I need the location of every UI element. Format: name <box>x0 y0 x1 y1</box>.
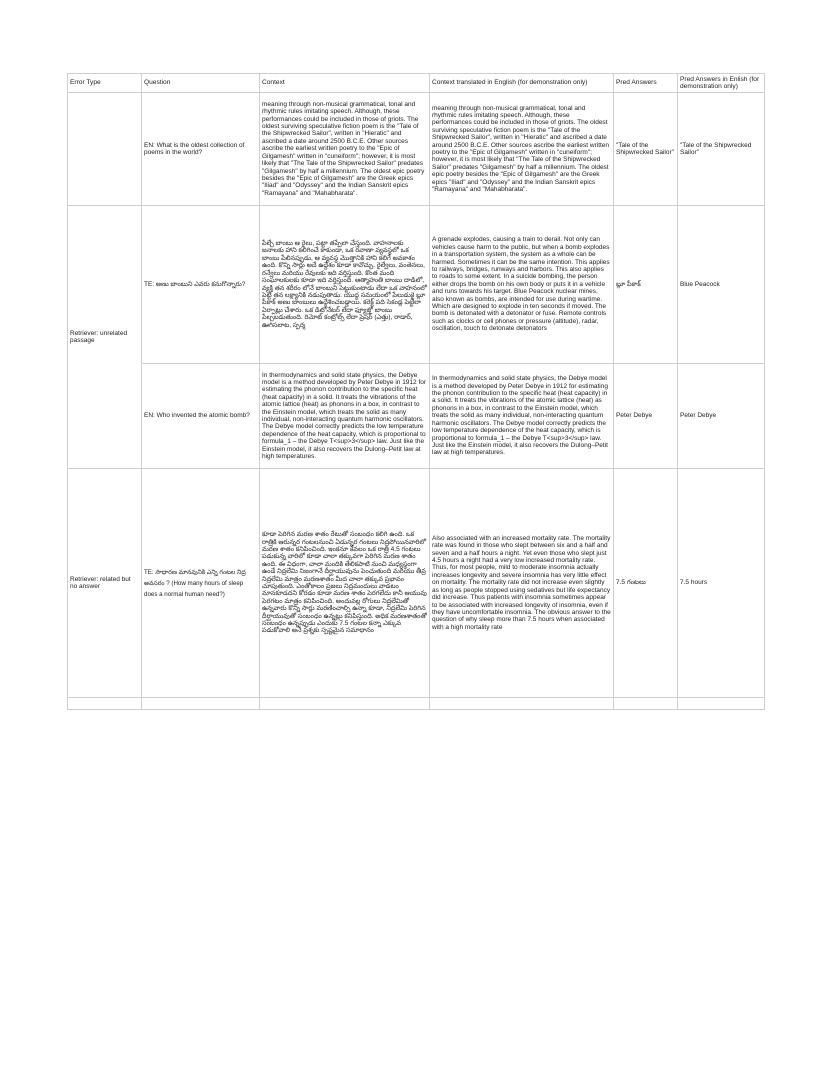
pred-en-cell: "Tale of the Shipwrecked Sailor" <box>678 93 765 206</box>
header-pred-en: Pred Answers in Enlish (for demonstration only) <box>678 74 765 93</box>
pred-cell: "Tale of the Shipwrecked Sailor" <box>614 93 678 206</box>
header-pred: Pred Answers <box>614 74 678 93</box>
context-cell: meaning through non-musical grammatical, tonal and rhythmic rules imitating speech. Although, these performances could be included in those of griots. The oldest surviving speculative fiction poem is the "Tale of the Shipwrecked Sailor", written in "Hieratic" and ascribed a date around 2500 B.C.E. Other sources ascribe the earliest written poetry to the "Epic of Gilgamesh" written in "cuneiform"; however, it is most likely that "The Tale of the Shipwrecked Sailor" predates "Gilgamesh" by half a millennium. The oldest epic poetry besides the "Epic of Gilgamesh" are the Greek epics "Iliad" and "Odyssey" and the Indian Sanskrit epics "Ramayana" and "Mahabharata". <box>260 93 430 206</box>
empty-cell <box>614 698 678 710</box>
question-cell: TE: సాధారణ మానవునికి ఎన్ని గంటల నిద్ర అవసరం ? (How many hours of sleep does a normal human need?) <box>142 469 260 698</box>
empty-cell <box>142 698 260 710</box>
context-en-cell: A grenade explodes, causing a train to derail. Not only can vehicles cause harm to the public, but when a bomb explodes in a transportation system, the system as a whole can be harmed. Sometimes it can be the same intention. This applies to railways, bridges, runways and harbors. This also applies to roads to some extent. In a suicide bombing, the person either drops the bomb on his own body or puts it in a vehicle and runs towards his target. Blue Peacock nuclear mines, also known as bombs, are intended for use during wartime. Which are designed to explode in ten seconds if moved. The bomb is detonated with a detonator or fuse. Remote controls such as clocks or cell phones or pressure (altitude), radar, oscillation, touch to detonate detonators <box>430 206 614 364</box>
table-row <box>68 206 765 364</box>
pred-cell: Peter Debye <box>614 364 678 469</box>
empty-cell <box>678 698 765 710</box>
table-row <box>68 469 765 698</box>
context-en-cell: In thermodynamics and solid state physics, the Debye model is a method developed by Peter Debye in 1912 for estimating the phonon contribution to the specific heat (heat capacity) in a solid. It treats the vibrations of the atomic lattice (heat) as phonons in a box, in contrast to the Einstein model, which treats the solid as many individual, non-interacting quantum harmonic oscillators. The Debye model correctly predicts the low temperature dependence of the heat capacity, which is proportional to formula_1 – the Debye T<sup>3</sup> law. Just like the Einstein model, it also recovers the Dulong–Petit law at high temperatures. <box>430 364 614 469</box>
context-cell: పేల్చే బాంబు ఆ రైలు, పట్టా తప్పేలా చేస్తుంది. వాహనాలకు జనాలకు హాని కలిగించే కాకుండా, ఒక రవాణా వ్యవస్థలో ఒక బాంబు పేలినప్పుడు, ఆ వ్యవస్థ మొత్తానికి హాని కలిగే అవకాశం ఉంది. కొన్ని సార్లు అదే ఉద్దేశం కూడా కావొచ్చు. రైల్వేలు, వంతెనలు, రన్వేలు మరియు రేవులకు ఇది వర్తిస్తుంది. కొంత మంది సంఘాలకులకు కూడా ఇది వర్తిస్తుంది. ఆత్మాహుతి బాంబు దాడిలో, వ్యక్తి తన శరీరం లోనే బాంబుని పెట్టుకుంటాడు లేదా ఒక వాహనంలో పెట్టి తన లక్ష్యానికి నడుపుతాడు. యుద్ధ సమయంలో పేలుడుకై బ్లూ పీకాక్ అణు బాంబులు ఉద్దేశించబడ్డాయి. కరెక్ట్ పది సెకండ్ల పెట్టేలా ఏర్పాట్లు చేశారు. ఒక డిటోనేటర్ లేదా ఫ్యూజ్తో బాంబు పేల్చబడుతుంది. రిమోట్ కంట్రోల్స్ లేదా ప్రెషర్ (ఎత్తు), రాడార్, ఊగిసలాట, స్పర్శ <box>260 206 430 364</box>
table-row <box>68 364 765 469</box>
context-en-cell: Also associated with an increased mortality rate. The mortality rate was found in those who slept between six and a half and seven and a half hours a night. Yet even those who slept just 4.5 hours a night had a very low increased mortality rate. Thus, for most people, mild to moderate insomnia actually increases longevity and severe insomnia has very little effect on mortality. The mortality rate did not increase even slightly as long as people stopped using sedatives but life expectancy did increase. Thus patients with insomnia sometimes appear to be associated with increased longevity of insomnia, even if they have uncomfortable insomnia. The obvious answer to the question of why sleep more than 7.5 hours when associated with a high mortality rate <box>430 469 614 698</box>
header-context-en: Context translated in English (for demonstration only) <box>430 74 614 93</box>
header-question: Question <box>142 74 260 93</box>
table-header-row <box>68 74 765 93</box>
pred-en-cell: Peter Debye <box>678 364 765 469</box>
empty-cell <box>430 698 614 710</box>
table-row <box>68 93 765 206</box>
question-cell: TE: అణు బాంబుని ఎవరు కనుగొన్నారు? <box>142 206 260 364</box>
question-cell: EN: Who invented the atomic bomb? <box>142 364 260 469</box>
error-type-cell: Retriever: related but no answer <box>68 469 142 698</box>
header-context: Context <box>260 74 430 93</box>
context-cell: In thermodynamics and solid state physics, the Debye model is a method developed by Peter Debye in 1912 for estimating the phonon contribution to the specific heat (heat capacity) in a solid. It treats the vibrations of the atomic lattice (heat) as phonons in a box, in contrast to the Einstein model, which treats the solid as many individual, non-interacting quantum harmonic oscillators. The Debye model correctly predicts the low temperature dependence of the heat capacity, which is proportional to formula_1 – the Debye T<sup>3</sup> law. Just like the Einstein model, it also recovers the Dulong–Petit law at high temperatures. <box>260 364 430 469</box>
pred-cell: బ్లూ పీకాక్ <box>614 206 678 364</box>
context-cell: కూడా పెరిగిన మరణ శాతం రేటుతో సంబంధం కలిగి ఉంది. ఒక రాత్రికి ఆరున్నర గంటలనుంచి ఏడున్నర గంటలు నిద్రపోయినవారిలో మరణ శాతం కనిపించింది. ఇంకనూ కేవలం ఒక రాత్రి 4.5 గంటలు పడుకున్న వారిలో కూడా చాలా తక్కువగా పెరిగిన మరణ శాతం ఉంది. ఈ విధంగా, చాలా మందికి తేలికపాటి నుంచి మధ్యస్థంగా ఉండే నిద్రలేమి నిజంగానే దీర్ఘాయువును పెంచుతుంది మరియు తీవ్ర నిద్రలేమి మాత్రం మరణశాతం మీద చాలా తక్కువ ప్రభావం చూపుతుంది. ఎంతోకాలం ప్రజలు నిద్రమందులు వాడటం మానకూడదని కోరడం కూడా మరణ శాతం పెరగలేదు కానీ ఆయువు పెరగటం మాత్రం కనిపించింది. అందువల్ల రోగులు నిద్రలేమితో ఉన్నవారు కొన్ని సార్లు మరణించాల్సి ఉన్నా కూడా, నిద్రలేమి పెరిగిన దీర్ఘాయువుతో సంబంధం ఉన్నట్లు కనిపిస్తుంది. అధిక మరణశాతంతో సంబంధం ఉన్నప్పుడు ఎందుకు 7.5 గంటల కన్నా ఎక్కువ పడుకోవాలి అనే ప్రశ్నకు స్పష్టమైన సమాధానం <box>260 469 430 698</box>
empty-cell <box>260 698 430 710</box>
context-en-cell: meaning through non-musical grammatical, tonal and rhythmic rules imitating speech. Although, these performances could be included in those of griots. The oldest surviving speculative fiction poem is the "Tale of the Shipwrecked Sailor", written in "Hieratic" and ascribed a date around 2500 B.C.E. Other sources ascribe the earliest written poetry to the "Epic of Gilgamesh" written in "cuneiform"; however, it is most likely that "The Tale of the Shipwrecked Sailor" predates "Gilgamesh" by half a millennium. The oldest epic poetry besides the "Epic of Gilgamesh" are the Greek epics "Iliad" and "Odyssey" and the Indian Sanskrit epics "Ramayana" and "Mahabharata". <box>430 93 614 206</box>
header-error-type: Error Type <box>68 74 142 93</box>
pred-en-cell: 7.5 hours <box>678 469 765 698</box>
error-type-cell: Retriever: unrelated passage <box>68 206 142 469</box>
error-analysis-table <box>67 73 765 710</box>
pred-en-cell: Blue Peacock <box>678 206 765 364</box>
table-row <box>68 698 765 710</box>
pred-cell: 7.5 గంటలు <box>614 469 678 698</box>
error-type-cell <box>68 93 142 206</box>
question-cell: EN: What is the oldest collection of poems in the world? <box>142 93 260 206</box>
empty-cell <box>68 698 142 710</box>
